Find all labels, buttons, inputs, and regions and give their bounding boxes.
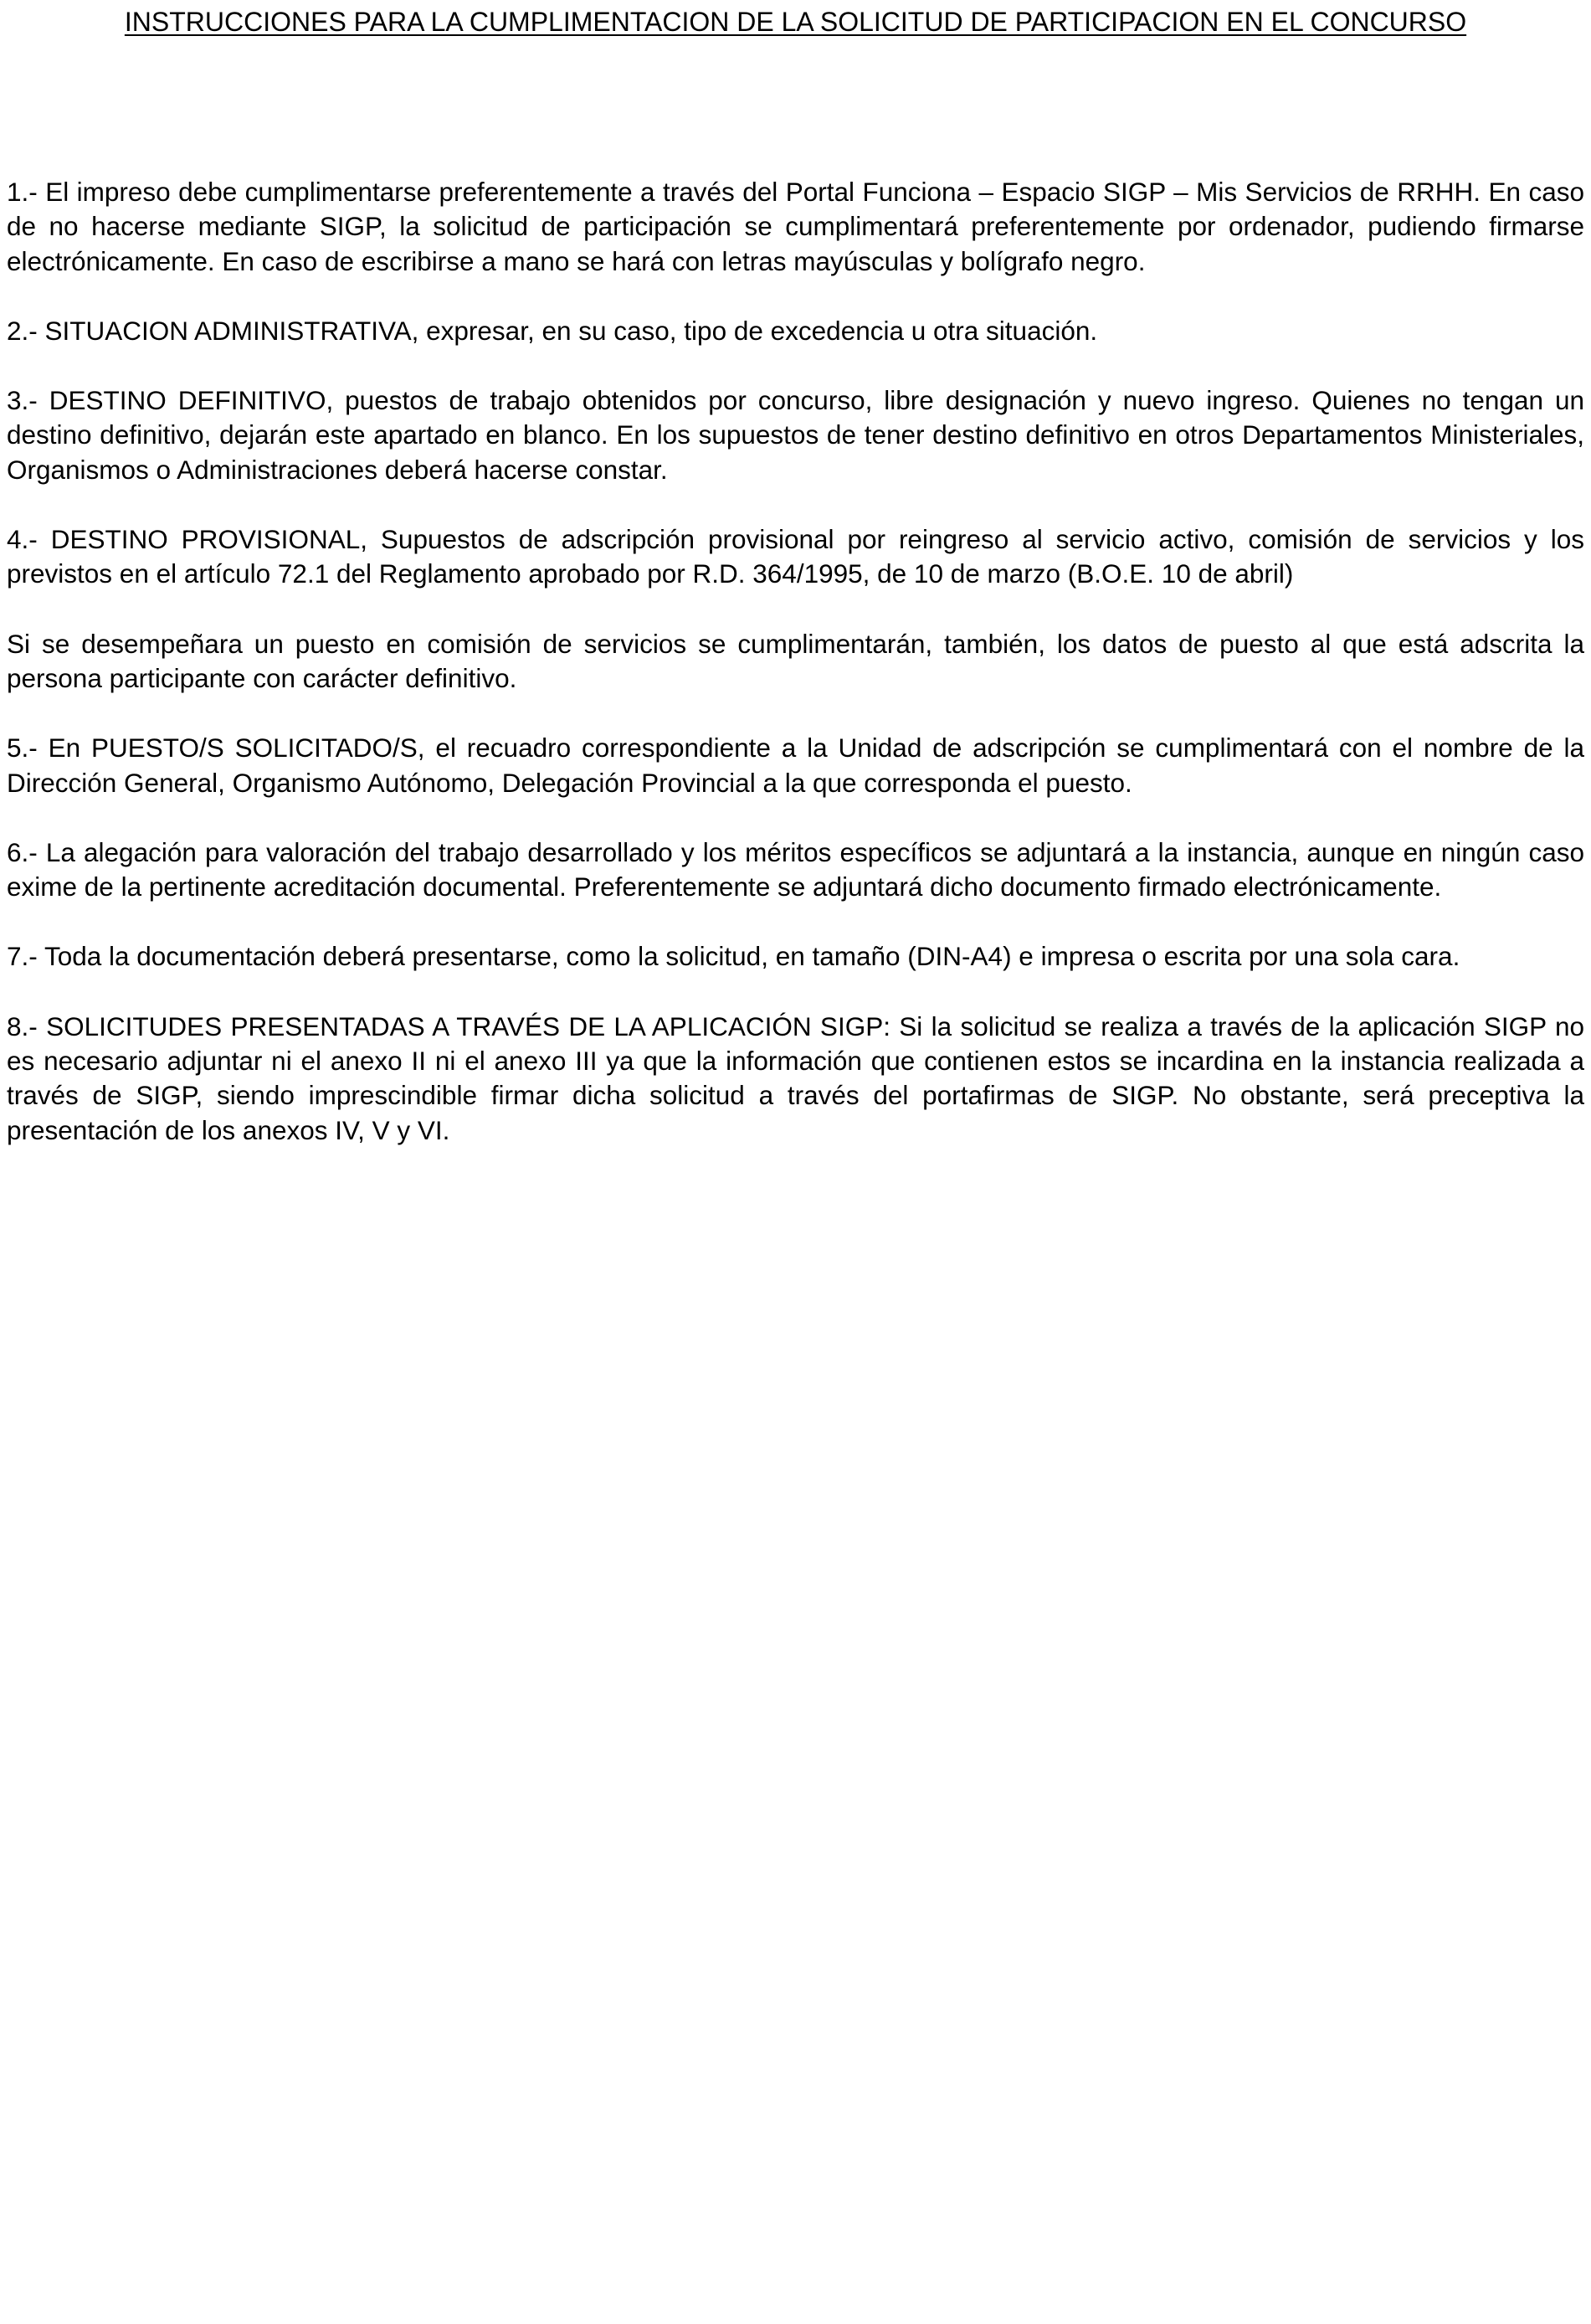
instruction-paragraph-8: 8.- SOLICITUDES PRESENTADAS A TRAVÉS DE LA APLICACIÓN SIGP: Si la solicitud se realiza a través de la aplicación SIGP no es necesario adjuntar ni el anexo II ni el anexo III ya que la información que contienen estos se incardina en la instancia realizada a través de SIGP, siendo imprescindible firmar dicha solicitud a través del portafirmas de SIGP. No obstante, será preceptiva la presentación de los anexos IV, V y VI.: [7, 1010, 1584, 1145]
instruction-paragraph-1: 1.- El impreso debe cumplimentarse preferentemente a través del Portal Funciona – Espacio SIGP – Mis Servicios de RRHH. En caso de no hacerse mediante SIGP, la solicitud de participación se cumplimentará preferentemente por ordenador, pudiendo firmarse electrónicamente. En caso de escribirse a mano se hará con letras mayúsculas y bolígrafo negro.: [7, 177, 1584, 276]
instruction-paragraph-5: 5.- En PUESTO/S SOLICITADO/S, el recuadro correspondiente a la Unidad de adscripción se cumplimentará con el nombre de la Dirección General, Organismo Autónomo, Delegación Provincial a la que corresponda el puesto.: [7, 733, 1584, 798]
instruction-paragraph-4: 4.- DESTINO PROVISIONAL, Supuestos de adscripción provisional por reingreso al servicio activo, comisión de servicios y los previstos en el artículo 72.1 del Reglamento aprobado por R.D. 364/1995, de 10 de marzo (B.O.E. 10 de abril): [7, 524, 1584, 589]
page-title: INSTRUCCIONES PARA LA CUMPLIMENTACION DE LA SOLICITUD DE PARTICIPACION EN EL CONCURSO: [124, 7, 1467, 37]
instruction-paragraph-3: 3.- DESTINO DEFINITIVO, puestos de trabajo obtenidos por concurso, libre designación y nuevo ingreso. Quienes no tengan un destino definitivo, dejarán este apartado en blanco. En los supuestos de tener destino definitivo en otros Departamentos Ministeriales, Organismos o Administraciones deberá hacerse constar.: [7, 385, 1584, 485]
instruction-paragraph-7: 7.- Toda la documentación deberá presentarse, como la solicitud, en tamaño (DIN-A4) e impresa o escrita por una sola cara.: [7, 941, 1460, 972]
instruction-paragraph-6: 6.- La alegación para valoración del trabajo desarrollado y los méritos específicos se adjuntará a la instancia, aunque en ningún caso exime de la pertinente acreditación documental. Preferentemente se adjuntará dicho documento firmado electrónicamente.: [7, 836, 1584, 902]
instruction-paragraph-4-note: Si se desempeñara un puesto en comisión de servicios se cumplimentarán, también, los datos de puesto al que está adscrita la persona participante con carácter definitivo.: [7, 628, 1584, 693]
instruction-paragraph-2: 2.- SITUACION ADMINISTRATIVA, expresar, en su caso, tipo de excedencia u otra situación.: [7, 315, 1098, 346]
instructions-body: [7, 175, 1584, 1148]
